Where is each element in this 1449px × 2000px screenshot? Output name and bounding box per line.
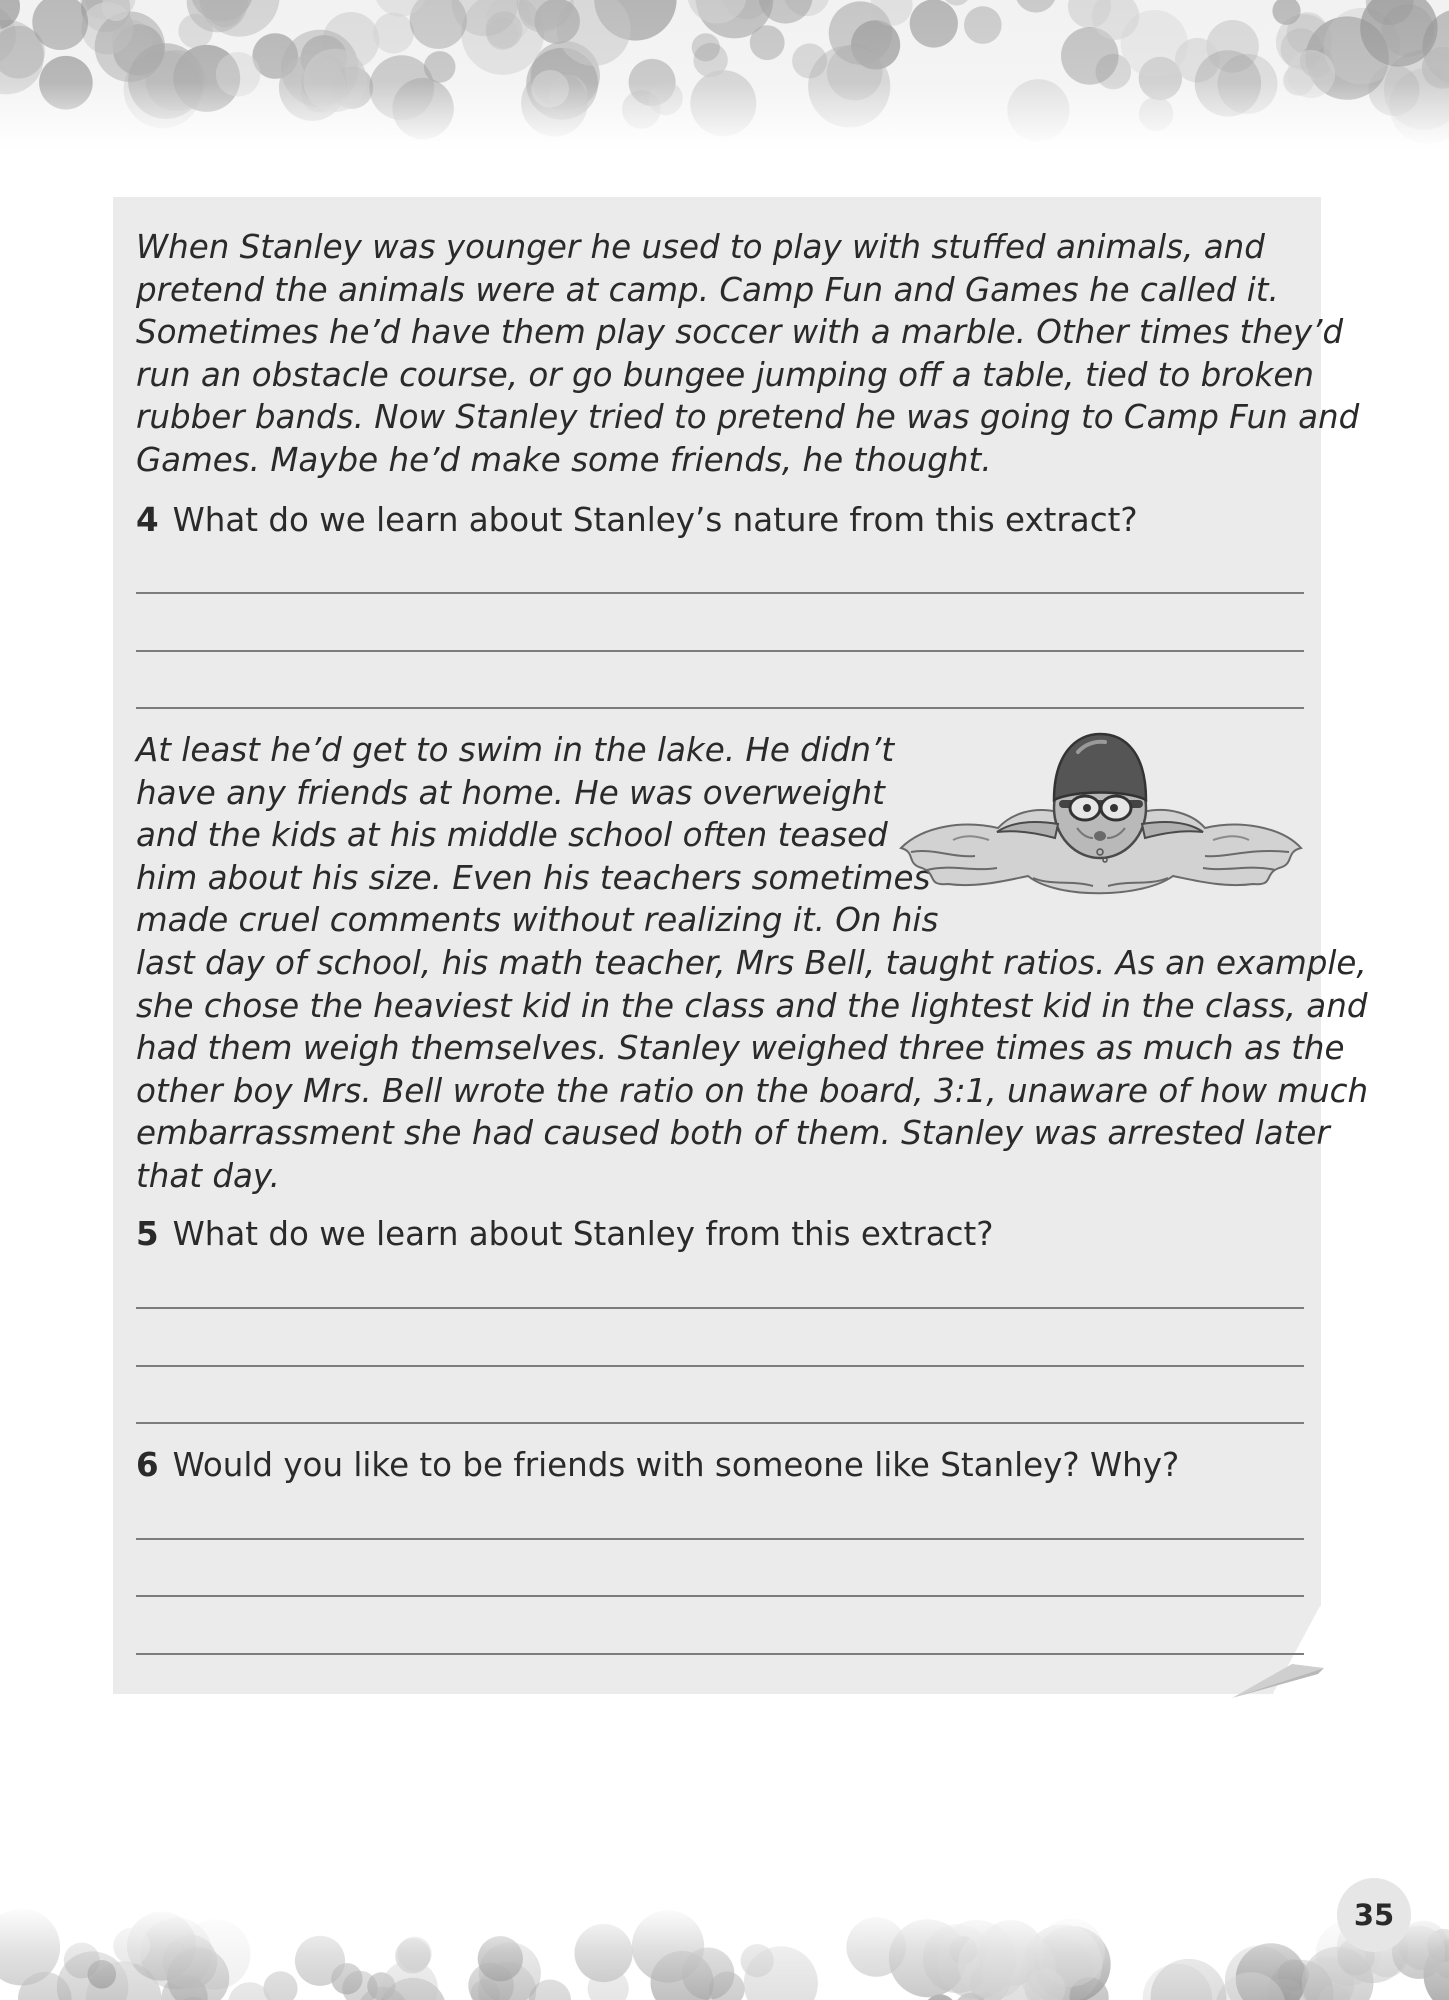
answer-line[interactable]: [136, 592, 1304, 594]
question-6: [136, 1444, 1179, 1486]
question-text: Would you like to be friends with someone like Stanley? Why?: [172, 1446, 1180, 1484]
answer-line[interactable]: [136, 1307, 1304, 1309]
extract-1: [136, 226, 1359, 482]
extract-line: had them weigh themselves. Stanley weighed three times as much as the: [136, 1029, 1345, 1068]
extract-line: At least he’d get to swim in the lake. He didn’t: [136, 731, 895, 769]
answer-line[interactable]: [136, 1422, 1304, 1424]
bottom-bubble-border: [0, 1905, 1449, 2000]
question-text: What do we learn about Stanley from this extract?: [172, 1215, 994, 1253]
bottom-bubble-pattern: [0, 1905, 1449, 2000]
extract-line: and the kids at his middle school often teased: [136, 816, 888, 855]
top-bubble-border: [0, 0, 1449, 150]
extract-line: Sometimes he’d have them play soccer with a marble. Other times they’d: [136, 313, 1344, 352]
extract-line: she chose the heaviest kid in the class and the lightest kid in the class, and: [136, 986, 1368, 1025]
answer-line[interactable]: [136, 1595, 1304, 1597]
answer-line[interactable]: [136, 707, 1304, 709]
question-text: What do we learn about Stanley’s nature from this extract?: [172, 501, 1138, 539]
extract-line: have any friends at home. He was overweight: [136, 773, 885, 812]
question-number: 5: [136, 1215, 159, 1253]
answer-line[interactable]: [136, 1538, 1304, 1540]
answer-line[interactable]: [136, 1653, 1304, 1655]
extract-line: embarrassment she had caused both of them. Stanley was arrested later: [136, 1114, 1330, 1153]
page-curl: [1232, 1664, 1324, 1698]
extract-line: him about his size. Even his teachers sometimes: [136, 858, 931, 897]
extract-line: When Stanley was younger he used to play with stuffed animals, and: [136, 228, 1265, 266]
answer-line[interactable]: [136, 1365, 1304, 1367]
question-4: [136, 499, 1138, 541]
extract-line: other boy Mrs. Bell wrote the ratio on the board, 3:1, unaware of how much: [136, 1071, 1369, 1110]
question-5: [136, 1213, 993, 1255]
extract-line: run an obstacle course, or go bungee jumping off a table, tied to broken: [136, 355, 1314, 394]
answer-line[interactable]: [136, 650, 1304, 652]
swimmer-icon: [893, 728, 1308, 906]
extract-line: made cruel comments without realizing it. On his: [136, 901, 939, 940]
top-bubble-pattern: [0, 0, 1449, 150]
extract-line: Games. Maybe he’d make some friends, he thought.: [136, 440, 992, 479]
extract-line: last day of school, his math teacher, Mrs Bell, taught ratios. As an example,: [136, 943, 1367, 982]
question-number: 4: [136, 501, 159, 539]
question-number: 6: [136, 1446, 159, 1484]
extract-line: pretend the animals were at camp. Camp Fun and Games he called it.: [136, 270, 1279, 309]
extract-line: rubber bands. Now Stanley tried to pretend he was going to Camp Fun and: [136, 398, 1360, 437]
extract-line: that day.: [136, 1156, 280, 1195]
page-number: 35: [1337, 1878, 1411, 1952]
